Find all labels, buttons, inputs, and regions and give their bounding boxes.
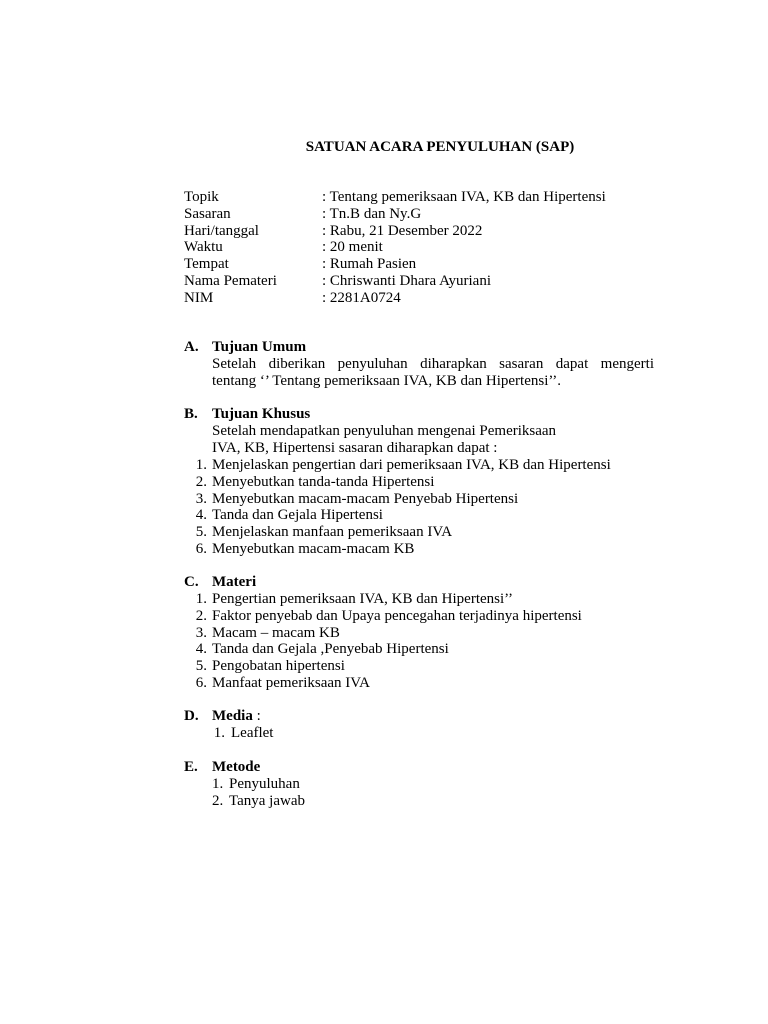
section-heading (184, 406, 654, 423)
list-number: 4. (195, 507, 207, 524)
list-item (184, 474, 654, 491)
info-row-tempat (184, 256, 664, 273)
list-text: Penyuluhan (229, 776, 300, 792)
section-tujuan-umum (184, 339, 654, 390)
section-letter: A. (184, 339, 199, 355)
info-label: Sasaran (184, 205, 231, 222)
list-number: 2. (195, 607, 207, 624)
info-value: : 2281A0724 (322, 289, 401, 306)
section-heading (184, 339, 654, 356)
paragraph-line: Setelah diberikan penyuluhan diharapkan sasaran dapat mengerti (212, 356, 654, 372)
section-title: Tujuan Umum (212, 339, 307, 355)
info-value: : Tn.B dan Ny.G (322, 205, 422, 222)
materials-list (184, 591, 654, 692)
info-row-sasaran (184, 206, 664, 223)
info-value: : Chriswanti Dhara Ayuriani (322, 272, 492, 289)
section-letter: B. (184, 406, 198, 422)
info-value: : 20 menit (322, 239, 383, 256)
info-label: Tempat (184, 256, 229, 273)
list-text: Tanda dan Gejala Hipertensi (212, 507, 383, 524)
section-letter: C. (184, 574, 199, 590)
info-table (184, 189, 664, 307)
info-label: Hari/tanggal (184, 222, 259, 239)
section-letter: D. (184, 708, 199, 724)
section-materi (184, 574, 654, 692)
list-text: Macam – macam KB (212, 624, 340, 641)
list-text: Menjelaskan manfaan pemeriksaan IVA (212, 524, 453, 541)
list-text: Tanya jawab (229, 792, 305, 809)
section-title-suffix: : (252, 708, 261, 724)
list-item (184, 591, 654, 608)
objectives-list (184, 457, 654, 558)
list-number: 3. (195, 490, 207, 507)
section-title: Metode (212, 759, 261, 775)
list-text: Pengertian pemeriksaan IVA, KB dan Hipertensi’’ (212, 591, 514, 607)
list-item (184, 524, 654, 541)
list-text: Menyebutkan macam-macam Penyebab Hipertensi (212, 490, 519, 507)
info-value: : Rabu, 21 Desember 2022 (322, 222, 483, 239)
info-row-topik (184, 189, 664, 206)
paragraph-line: IVA, KB, Hipertensi sasaran diharapkan dapat : (212, 440, 498, 456)
list-item (184, 507, 654, 524)
list-item (184, 541, 654, 558)
list-item (184, 658, 654, 675)
info-value: : Rumah Pasien (322, 256, 417, 273)
list-item (184, 491, 654, 508)
list-item (212, 776, 654, 793)
list-text: Menyebutkan macam-macam KB (212, 540, 415, 557)
list-number: 1. (213, 725, 225, 741)
info-label: Nama Pemateri (184, 272, 277, 289)
info-row-hari-tanggal (184, 223, 664, 240)
list-number: 1. (195, 457, 207, 473)
section-body (184, 356, 654, 390)
section-tujuan-khusus (184, 406, 654, 558)
list-number: 6. (195, 674, 207, 691)
methods-list (184, 776, 654, 810)
info-label: Waktu (184, 239, 223, 256)
section-body (184, 423, 654, 457)
list-item (212, 725, 654, 742)
section-letter: E. (184, 759, 198, 775)
info-label: NIM (184, 289, 214, 306)
list-number: 3. (195, 624, 207, 641)
section-title: Tujuan Khusus (212, 406, 311, 422)
list-text: Faktor penyebab dan Upaya pencegahan terjadinya hipertensi (212, 607, 582, 624)
section-media (184, 708, 654, 742)
info-row-nama-pemateri (184, 273, 664, 290)
list-number: 2. (212, 792, 224, 809)
info-label: Topik (184, 189, 219, 205)
list-item (184, 625, 654, 642)
section-title: Materi (212, 574, 257, 590)
info-row-nim (184, 290, 664, 307)
section-heading (184, 708, 654, 725)
list-item (184, 608, 654, 625)
info-value: : Tentang pemeriksaan IVA, KB dan Hipertensi (322, 189, 606, 205)
list-text: Menyebutkan tanda-tanda Hipertensi (212, 473, 435, 490)
list-number: 5. (195, 658, 207, 675)
section-heading (184, 759, 654, 776)
section-heading (184, 574, 654, 591)
document-title: SATUAN ACARA PENYULUHAN (SAP) (305, 139, 575, 155)
list-text: Tanda dan Gejala ,Penyebab Hipertensi (212, 641, 449, 658)
list-item (184, 457, 654, 474)
media-list (184, 725, 654, 742)
info-row-waktu (184, 239, 664, 256)
list-text: Menjelaskan pengertian dari pemeriksaan IVA, KB dan Hipertensi (212, 457, 611, 473)
list-number: 6. (195, 540, 207, 557)
list-number: 5. (195, 524, 207, 541)
list-number: 4. (195, 641, 207, 658)
list-item (212, 793, 654, 810)
list-number: 2. (195, 473, 207, 490)
list-number: 1. (212, 776, 224, 792)
list-item (184, 675, 654, 692)
list-text: Manfaat pemeriksaan IVA (212, 674, 370, 691)
list-text: Leaflet (231, 725, 274, 741)
list-number: 1. (195, 591, 207, 607)
section-metode (184, 759, 654, 810)
list-item (184, 641, 654, 658)
list-text: Pengobatan hipertensi (212, 658, 345, 675)
paragraph-line: Setelah mendapatkan penyuluhan mengenai Pemeriksaan (212, 423, 557, 439)
paragraph-line: tentang ‘’ Tentang pemeriksaan IVA, KB dan Hipertensi’’. (212, 373, 561, 389)
section-title: Media (212, 708, 253, 724)
